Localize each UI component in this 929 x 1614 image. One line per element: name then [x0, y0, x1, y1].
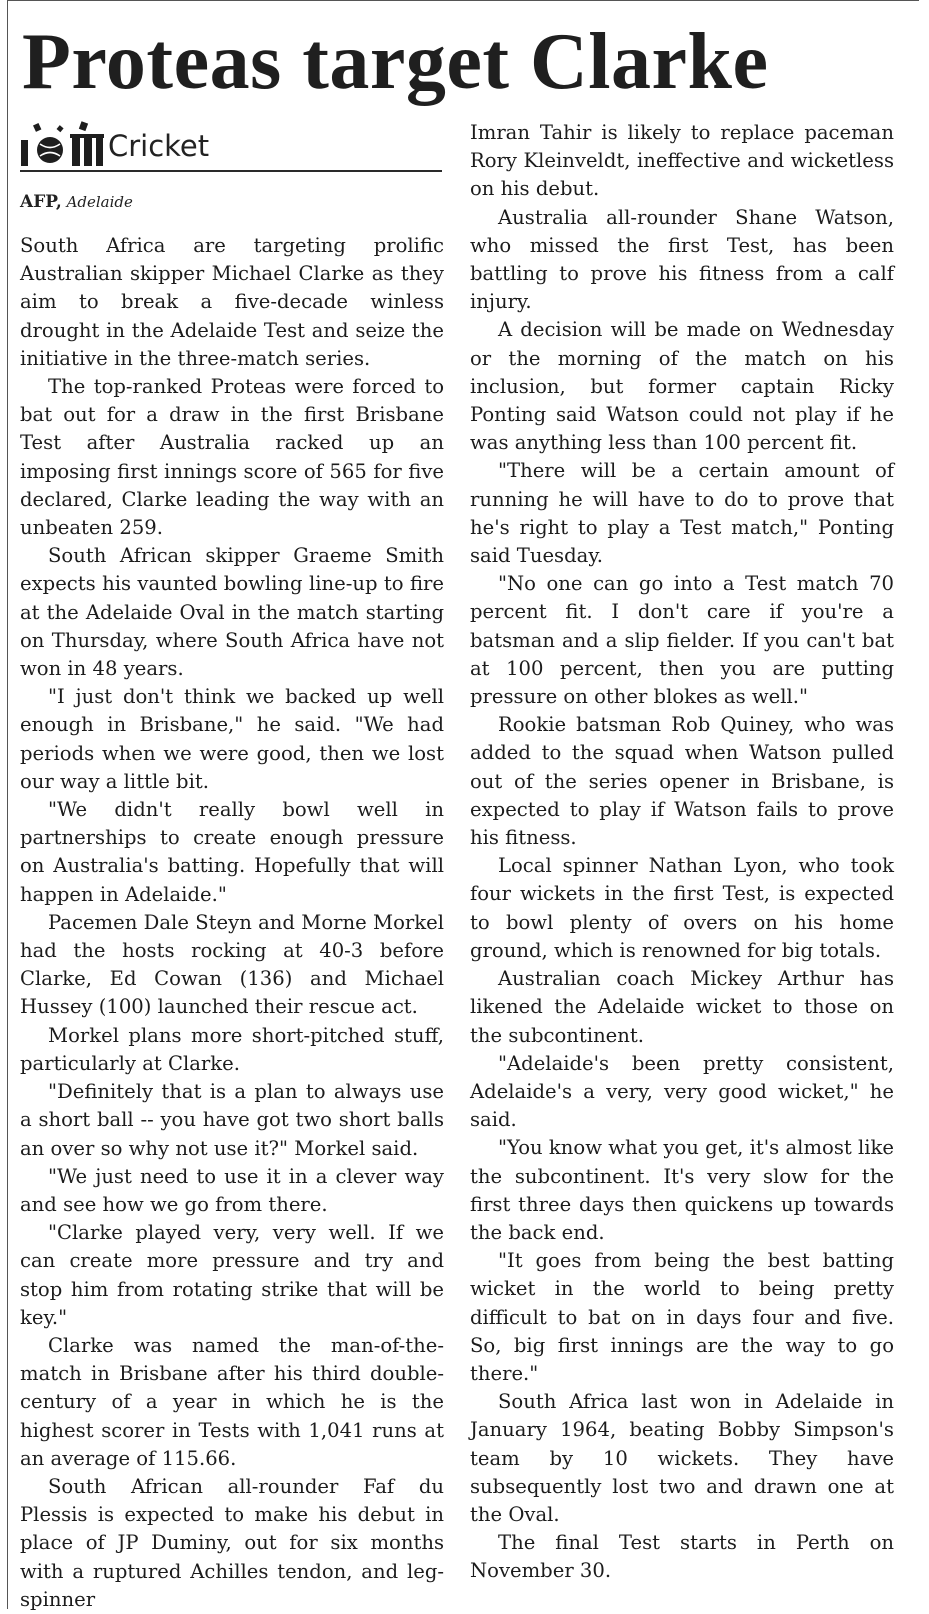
article-column-left: [20, 232, 444, 1614]
paragraph: "We just need to use it in a clever way and see how we go from there.: [20, 1164, 444, 1216]
paragraph: Clarke was named the man-of-the-match in Brisbane after his third double-century of a year in which he is the highest scorer in Tests with 1,041 runs at an average of 115.66.: [20, 1333, 444, 1470]
paragraph: Morkel plans more short-pitched stuff, particularly at Clarke.: [20, 1023, 444, 1075]
paragraph: Pacemen Dale Steyn and Morne Morkel had the hosts rocking at 40-3 before Clarke, Ed Cowan (136) and Michael Hussey (100) launched their rescue act.: [20, 910, 444, 1019]
paragraph: "Clarke played very, very well. If we can create more pressure and try and stop him from rotating strike that will be key.": [20, 1221, 444, 1329]
byline-place: Adelaide: [66, 193, 133, 211]
cricket-stumps-ball-icon: [20, 120, 104, 168]
paragraph: The top-ranked Proteas were forced to bat out for a draw in the first Brisbane Test after Australia racked up an imposing first innings score of 565 for five declared, Clarke leading the way with an unbeaten 259.: [20, 375, 444, 540]
paragraph: South African skipper Graeme Smith expects his vaunted bowling line-up to fire at the Adelaide Oval in the match starting on Thursday, where South Africa have not won in 48 years.: [20, 544, 444, 681]
paragraph: "It goes from being the best batting wicket in the world to being pretty difficult to bat on in days four and five. So, big first innings are the way to go there.": [470, 1249, 894, 1385]
paragraph: South Africa last won in Adelaide in January 1964, beating Bobby Simpson's team by 10 wickets. They have subsequently lost two and drawn one at the Oval.: [470, 1390, 894, 1526]
byline-agency: AFP,: [20, 192, 62, 212]
paragraph: A decision will be made on Wednesday or the morning of the match on his inclusion, but former captain Ricky Ponting said Watson could not play if he was anything less than 100 percent fit.: [470, 318, 894, 455]
section-label: Cricket: [108, 129, 210, 163]
paragraph: "No one can go into a Test match 70 percent fit. I don't care if you're a batsman and a slip fielder. If you can't bat at 100 percent, then you are putting pressure on other blokes as well.": [470, 572, 894, 709]
paragraph: "You know what you get, it's almost like the subcontinent. It's very slow for the first three days then quickens up towards the back end.: [470, 1136, 894, 1244]
headline: Proteas target Clarke: [22, 18, 769, 106]
paragraph: "I just don't think we backed up well enough in Brisbane," he said. "We had periods when we were good, then we lost our way a little bit.: [20, 685, 444, 793]
paragraph: "Definitely that is a plan to always use a short ball -- you have got two short balls an over so why not use it?" Morkel said.: [20, 1080, 444, 1160]
article-column-right: [470, 119, 894, 1586]
paragraph: Rookie batsman Rob Quiney, who was added to the squad when Watson pulled out of the series opener in Brisbane, is expected to play if Watson fails to prove his fitness.: [470, 713, 894, 850]
paragraph: Australian coach Mickey Arthur has likened the Adelaide wicket to those on the subcontinent.: [470, 967, 894, 1047]
paragraph: "We didn't really bowl well in partnerships to create enough pressure on Australia's batting. Hopefully that will happen in Adelaide.": [20, 798, 444, 906]
paragraph: South African all-rounder Faf du Plessis is expected to make his debut in place of JP Duminy, out for six months with a ruptured Achilles tendon, and leg-spinner: [20, 1474, 444, 1611]
paragraph: South Africa are targeting prolific Australian skipper Michael Clarke as they aim to break a five-decade winless drought in the Adelaide Test and seize the initiative in the three-match series.: [20, 234, 444, 370]
byline: [20, 191, 133, 213]
paragraph: "There will be a certain amount of running he will have to do to prove that he's right to play a Test match," Ponting said Tuesday.: [470, 459, 894, 568]
paragraph: Australia all-rounder Shane Watson, who missed the first Test, has been battling to prove his fitness from a calf injury.: [470, 205, 894, 314]
section-header: [20, 120, 442, 172]
paragraph: "Adelaide's been pretty consistent, Adelaide's a very, very good wicket," he said.: [470, 1051, 894, 1132]
paragraph: Imran Tahir is likely to replace paceman Rory Kleinveldt, ineffective and wicketless on his debut.: [470, 121, 894, 201]
paragraph: Local spinner Nathan Lyon, who took four wickets in the first Test, is expected to bowl plenty of overs on his home ground, which is renowned for big totals.: [470, 854, 894, 962]
paragraph: The final Test starts in Perth on November 30.: [470, 1531, 894, 1583]
